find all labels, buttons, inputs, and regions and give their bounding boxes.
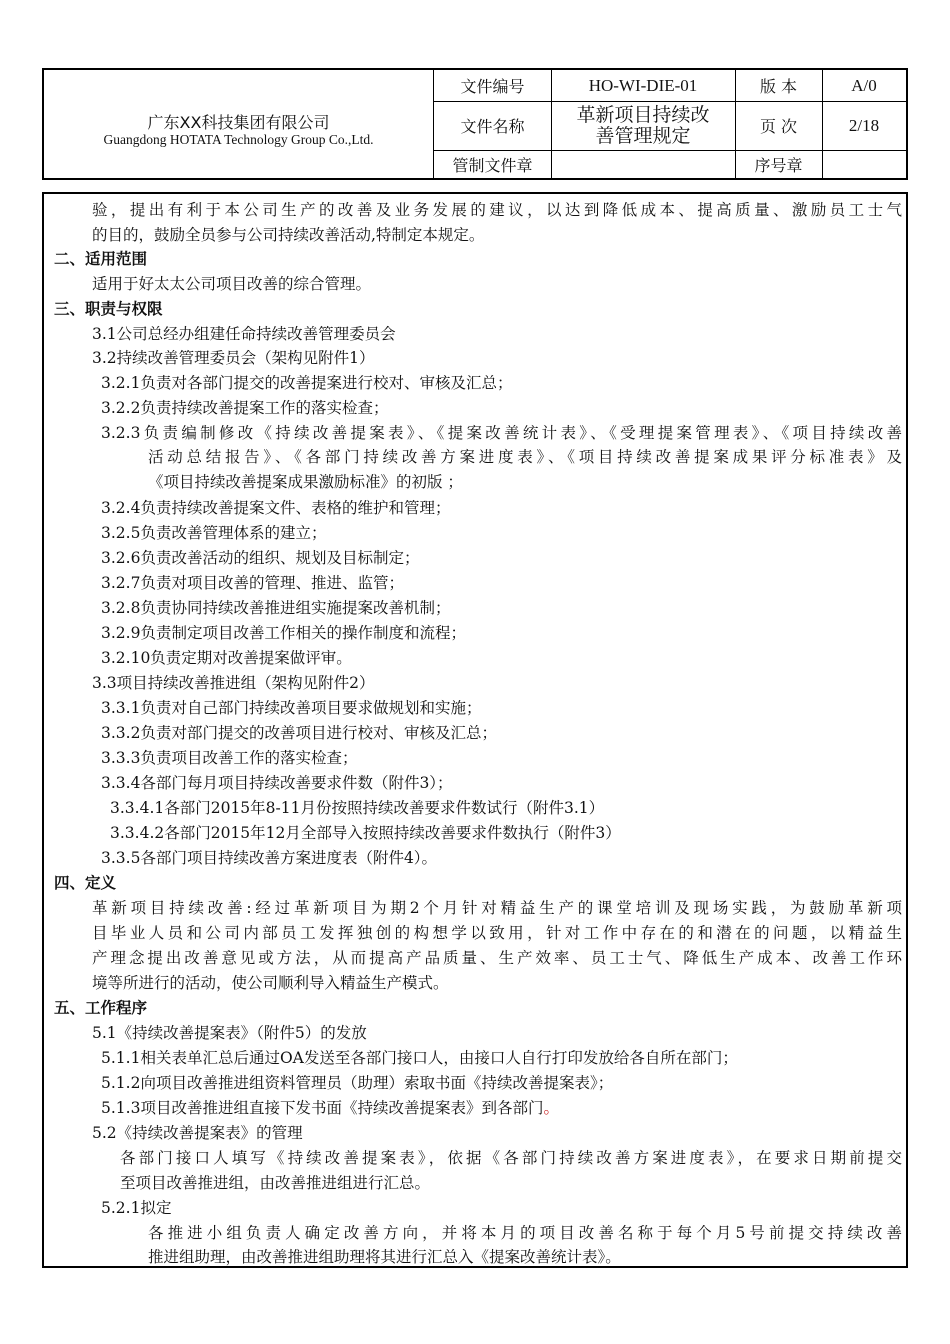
- control-stamp-label: 管制文件章: [452, 155, 533, 175]
- version-value: A/0: [851, 75, 877, 95]
- section-3-title: 三、职责与权限: [54, 300, 163, 318]
- item-3-2-5: 3.2.5负责改善管理体系的建立；: [101, 524, 327, 542]
- item-5-1-3: [101, 1096, 559, 1120]
- item-5-1: 5.1《持续改善提案表》（附件5）的发放: [92, 1024, 367, 1042]
- section-5-title: 五、工作程序: [54, 999, 148, 1017]
- item-3-2-6: 3.2.6负责改善活动的组织、规划及目标制定；: [101, 549, 420, 567]
- item-3-3-1: 3.3.1负责对自己部门持续改善项目要求做规划和实施；: [101, 699, 482, 717]
- item-3-2-8: 3.2.8负责协同持续改善推进组实施提案改善机制；: [101, 599, 451, 617]
- item-3-3: 3.3项目持续改善推进组（架构见附件2）: [92, 674, 375, 692]
- item-3-2-9: 3.2.9负责制定项目改善工作相关的操作制度和流程；: [101, 624, 466, 642]
- seq-stamp-value: [822, 150, 906, 178]
- item-5-2-para-line2: 至项目改善推进组，由改善推进组进行汇总。: [120, 1174, 431, 1192]
- item-3-2-7: 3.2.7负责对项目改善的管理、推进、监管；: [101, 574, 404, 592]
- item-5-1-3-period: 。: [543, 1099, 559, 1117]
- item-3-2: 3.2持续改善管理委员会（架构见附件1）: [92, 349, 375, 367]
- item-3-2-4: 3.2.4负责持续改善提案文件、表格的维护和管理；: [101, 499, 451, 517]
- doc-name-value: [551, 101, 735, 150]
- company-cell: [44, 70, 434, 178]
- item-5-1-1: 5.1.1相关表单汇总后通过OA发送至各部门接口人，由接口人自行打印发放给各自所在部门；: [101, 1049, 738, 1067]
- document-body: [42, 192, 908, 1268]
- item-3-3-2: 3.3.2负责对部门提交的改善项目进行校对、审核及汇总；: [101, 724, 497, 742]
- item-5-2-1-para-line2: 推进组助理，由改善推进组助理将其进行汇总入《提案改善统计表》。: [148, 1248, 621, 1266]
- definition-line-1: 革新项目持续改善:经过革新项目为期2个月针对精益生产的课堂培训及现场实践，为鼓励革新项: [92, 899, 902, 917]
- item-3-2-10: 3.2.10负责定期对改善提案做评审。: [101, 649, 352, 667]
- item-3-2-3-line3: 《项目持续改善提案成果激励标准》的初版 ；: [148, 473, 463, 491]
- doc-name-line2: 善管理规定: [595, 124, 691, 147]
- item-3-2-2: 3.2.2负责持续改善提案工作的落实检查；: [101, 399, 389, 417]
- doc-name-label: 文件名称: [460, 117, 525, 136]
- control-stamp-value: [551, 150, 735, 178]
- definition-line-2: 目毕业人员和公司内部员工发挥独创的构想学以致用，针对工作中存在的和潜在的问题，以精益生: [92, 924, 902, 942]
- page-value: 2/18: [848, 115, 880, 135]
- section-2-text: 适用于好太太公司项目改善的综合管理。: [92, 275, 372, 293]
- definition-line-4: 境等所进行的活动，使公司顺利导入精益生产模式。: [92, 974, 449, 992]
- item-3-3-4-1: 3.3.4.1各部门2015年8-11月份按照持续改善要求件数试行（附件3.1）: [110, 799, 605, 817]
- doc-name-line1: 革新项目持续改: [576, 103, 710, 126]
- page-label: 页 次: [759, 117, 798, 136]
- item-5-2-para-line1: 各部门接口人填写《持续改善提案表》，依据《各部门持续改善方案进度表》，在要求日期前提交: [120, 1149, 902, 1167]
- item-5-2: 5.2《持续改善提案表》的管理: [92, 1124, 303, 1142]
- version-label: 版 本: [759, 77, 798, 96]
- item-5-2-1: 5.2.1拟定: [101, 1199, 172, 1217]
- doc-no-label: 文件编号: [460, 77, 525, 96]
- item-5-1-3-text: 5.1.3项目改善推进组直接下发书面《持续改善提案表》到各部门: [101, 1099, 544, 1117]
- company-name-en: Guangdong HOTATA Technology Group Co.,Ltd.: [103, 132, 374, 147]
- item-3-2-3-line1: 3.2.3负责编制修改《持续改善提案表》、《提案改善统计表》、《受理提案管理表》、《项目持续改善: [101, 424, 902, 442]
- item-3-3-4-2: 3.3.4.2各部门2015年12月全部导入按照持续改善要求件数执行（附件3）: [110, 824, 621, 842]
- item-3-3-3: 3.3.3负责项目改善工作的落实检查；: [101, 749, 358, 767]
- item-3-3-4: 3.3.4各部门每月项目持续改善要求件数（附件3）；: [101, 774, 453, 792]
- seq-stamp-label: 序号章: [754, 155, 803, 175]
- document-header-table: [42, 68, 908, 180]
- item-3-2-3-line2: 活动总结报告》、《各部门持续改善方案进度表》、《项目持续改善提案成果评分标准表》及: [148, 448, 902, 466]
- intro-line-2: 的目的，鼓励全员参与公司持续改善活动,特制定本规定。: [92, 226, 485, 244]
- section-4-title: 四、定义: [54, 874, 117, 892]
- doc-no-value: HO-WI-DIE-01: [588, 75, 698, 95]
- item-3-3-5: 3.3.5各部门项目持续改善方案进度表（附件4）。: [101, 849, 438, 867]
- definition-line-3: 产理念提出改善意见或方法，从而提高产品质量、生产效率、员工士气、降低生产成本、改善工作环: [92, 949, 902, 967]
- section-2-title: 二、适用范围: [54, 250, 148, 268]
- intro-line-1: 验，提出有利于本公司生产的改善及业务发展的建议，以达到降低成本、提高质量、激励员工士气: [92, 201, 902, 219]
- item-3-2-1: 3.2.1负责对各部门提交的改善提案进行校对、审核及汇总；: [101, 374, 513, 392]
- item-3-1: 3.1公司总经办组建任命持续改善管理委员会: [92, 325, 396, 343]
- company-name-cn: 广东XX科技集团有限公司: [147, 113, 330, 132]
- item-5-2-1-para-line1: 各推进小组负责人确定改善方向，并将本月的项目改善名称于每个月5号前提交持续改善: [148, 1224, 902, 1242]
- item-5-1-2: 5.1.2向项目改善推进组资料管理员（助理）索取书面《持续改善提案表》；: [101, 1074, 614, 1092]
